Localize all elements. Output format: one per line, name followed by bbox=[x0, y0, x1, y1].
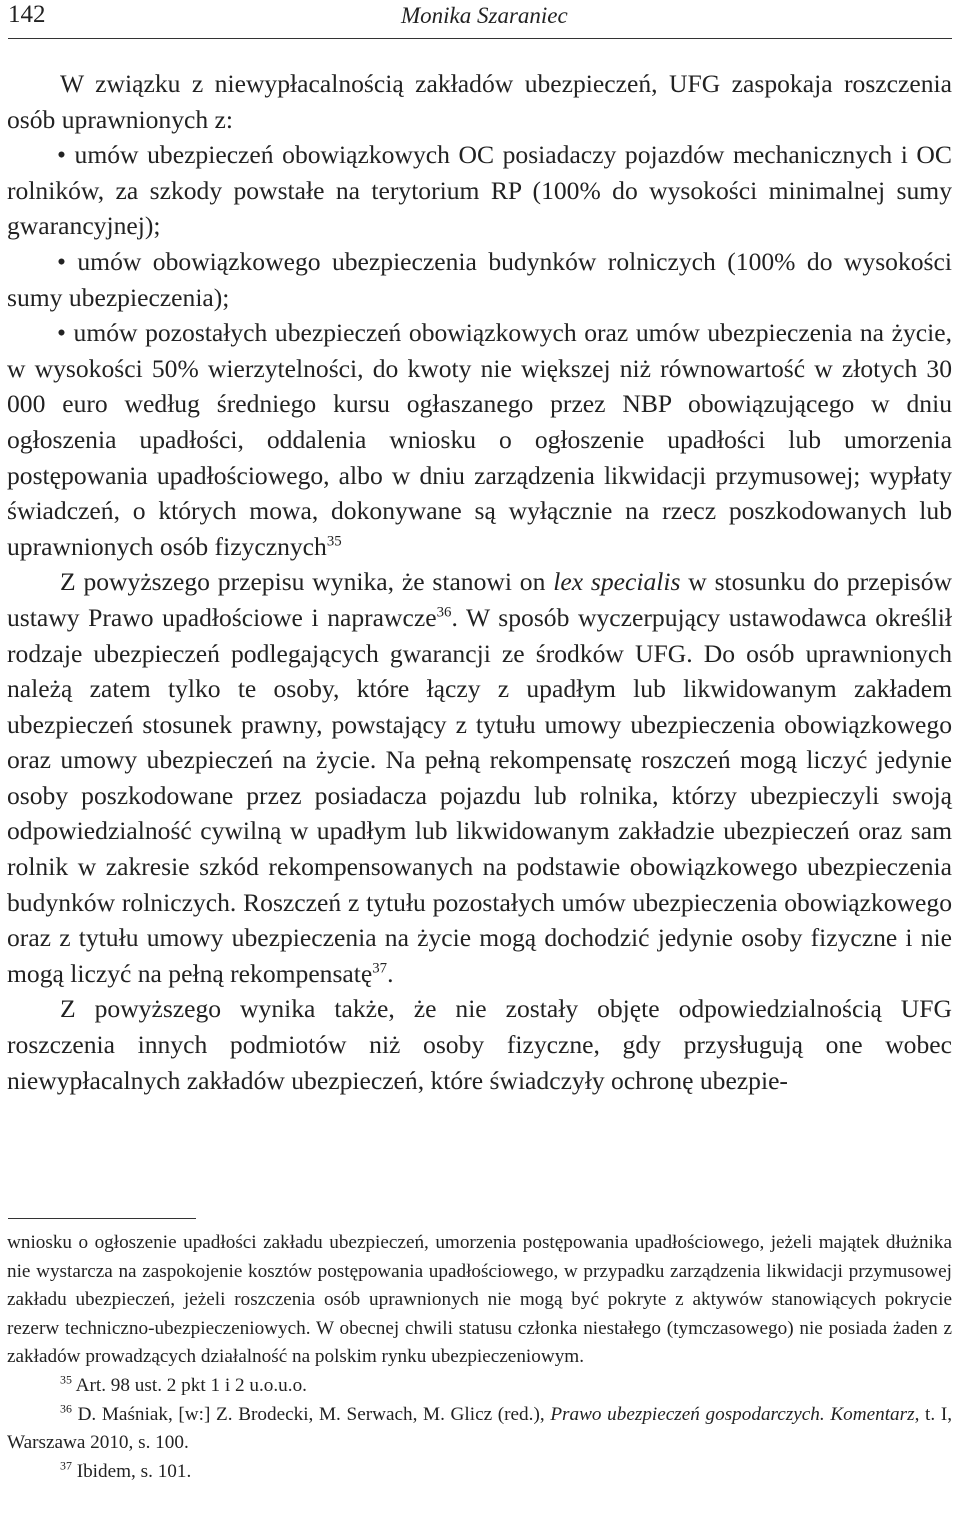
footnote-text: Ibidem, s. 101. bbox=[76, 1460, 192, 1482]
bullet-item-other bbox=[7, 315, 952, 564]
bullet-item-other-text: • umów pozostałych ubezpieczeń obowiązkowych oraz umów ubezpieczenia na życie, w wysokości 50% wierzytelności, do kwoty nie większej niż równowartość w złotych 30 000 euro według średniego kursu ogłaszanego przez NBP obowiązującego w dniu ogłoszenia upadłości, oddalenia wniosku o ogłoszenie upadłości lub umorzenia postępowania upadłościowego, albo w dniu zarządzenia likwidacji przymusowej; wypłaty świadczeń, o których mowa, dokonywane są wyłącznie na rzecz poszkodowanych lub uprawnionych osób fizycznych bbox=[7, 318, 952, 561]
footnotes bbox=[7, 1229, 952, 1486]
paragraph-conclusion: Z powyższego wynika także, że nie zostały objęte odpowiedzialnością UFG roszczenia innych podmiotów niż osoby fizyczne, gdy przysługują one wobec niewypłacalnych zakładów ubezpieczeń, które świadczyły ochronę ubezpie- bbox=[7, 994, 952, 1095]
page-header bbox=[8, 0, 952, 39]
footnote-separator bbox=[8, 1218, 196, 1219]
paragraph-lex-specialis bbox=[7, 564, 952, 991]
footnote-continuation: wniosku o ogłoszenie upadłości zakładu ubezpieczeń, umorzenia postępowania upadłościowego, jeżeli majątek dłużnika nie wystarcza na zaspokojenie kosztów postępowania upadłościowego, w przypadku zarządzenia likwidacji przymusowej zakładu ubezpieczeń, jeżeli roszczenia osób uprawnionych nie mogą być pokryte z aktywów stanowiących pokrycie rezerw techniczno-ubezpieczeniowych. W obecnej chwili statusu członka niestałego (tymczasowego) nie posiada żaden z zakładów prowadzących działalność na polskim rynku ubezpieczeniowym. bbox=[7, 1232, 952, 1368]
footnote-36 bbox=[7, 1401, 952, 1458]
footnote-37 bbox=[7, 1458, 952, 1487]
footnote-ref-35: 35 bbox=[326, 533, 342, 550]
paragraph-text: w stosunku do przepisów ustawy Prawo upadłościowe i naprawcze bbox=[7, 567, 953, 632]
paragraph-text: . bbox=[387, 958, 394, 988]
page-number: 142 bbox=[8, 1, 46, 28]
bullet-item-buildings: • umów obowiązkowego ubezpieczenia budynków rolniczych (100% do wysokości sumy ubezpieczenia); bbox=[7, 246, 952, 312]
footnote-text: D. Maśniak, [w:] Z. Brodecki, M. Serwach, M. Glicz (red.), bbox=[77, 1403, 545, 1425]
footnote-ref-36: 36 bbox=[436, 604, 452, 621]
italic-term: lex specialis bbox=[553, 567, 681, 597]
main-text bbox=[7, 66, 952, 1098]
paragraph-intro: W związku z niewypłacalnością zakładów ubezpieczeń, UFG zaspokaja roszczenia osób uprawnionych z: bbox=[7, 69, 952, 134]
footnote-text: Art. 98 ust. 2 pkt 1 i 2 u.o.u.o. bbox=[75, 1374, 307, 1396]
footnote-text: , t. I, Warszawa 2010, s. 100. bbox=[7, 1403, 953, 1454]
bullet-item-oc: • umów ubezpieczeń obowiązkowych OC posiadaczy pojazdów mechanicznych i OC rolników, za szkody powstałe na terytorium RP (100% do wysokości minimalnej sumy gwarancyjnej); bbox=[7, 140, 952, 241]
paragraph-text: Z powyższego przepisu wynika, że stanowi on bbox=[60, 567, 546, 597]
footnote-number: 36 bbox=[60, 1401, 72, 1416]
footnote-italic-title: Prawo ubezpieczeń gospodarczych. Komentarz bbox=[550, 1403, 915, 1425]
paragraph-text: . W sposób wyczerpujący ustawodawca określił rodzaje ubezpieczeń podlegających gwarancji ze środków UFG. Do osób uprawnionych należą zatem tylko te osoby, które łączy z upadłym lub likwidowanym zakładem ubezpieczeń stosunek prawny, powstający z tytułu umowy ubezpieczenia obowiązkowego oraz umowy ubezpieczeń na życie. Na pełną rekompensatę roszczeń mogą liczyć jedynie osoby poszkodowane przez posiadacza pojazdu lub rolnika, którzy ubezpieczyli swoją odpowiedzialność cywilną w upadłym lub likwidowanym zakładzie ubezpieczeń oraz sam rolnik w zakresie szkód rekompensowanych na podstawie obowiązkowego ubezpieczenia budynków rolniczych. Roszczeń z tytułu pozostałych umów ubezpieczenia obowiązkowego oraz z tytułu umowy ubezpieczenia na życie mogą dochodzić jedynie osoby fizyczne i nie mogą liczyć na pełną rekompensatę bbox=[7, 602, 952, 988]
running-head-author: Monika Szaraniec bbox=[401, 3, 568, 28]
footnote-ref-37: 37 bbox=[372, 960, 388, 977]
footnote-number: 35 bbox=[60, 1372, 72, 1387]
footnote-number: 37 bbox=[60, 1458, 72, 1473]
footnote-35 bbox=[7, 1372, 952, 1401]
